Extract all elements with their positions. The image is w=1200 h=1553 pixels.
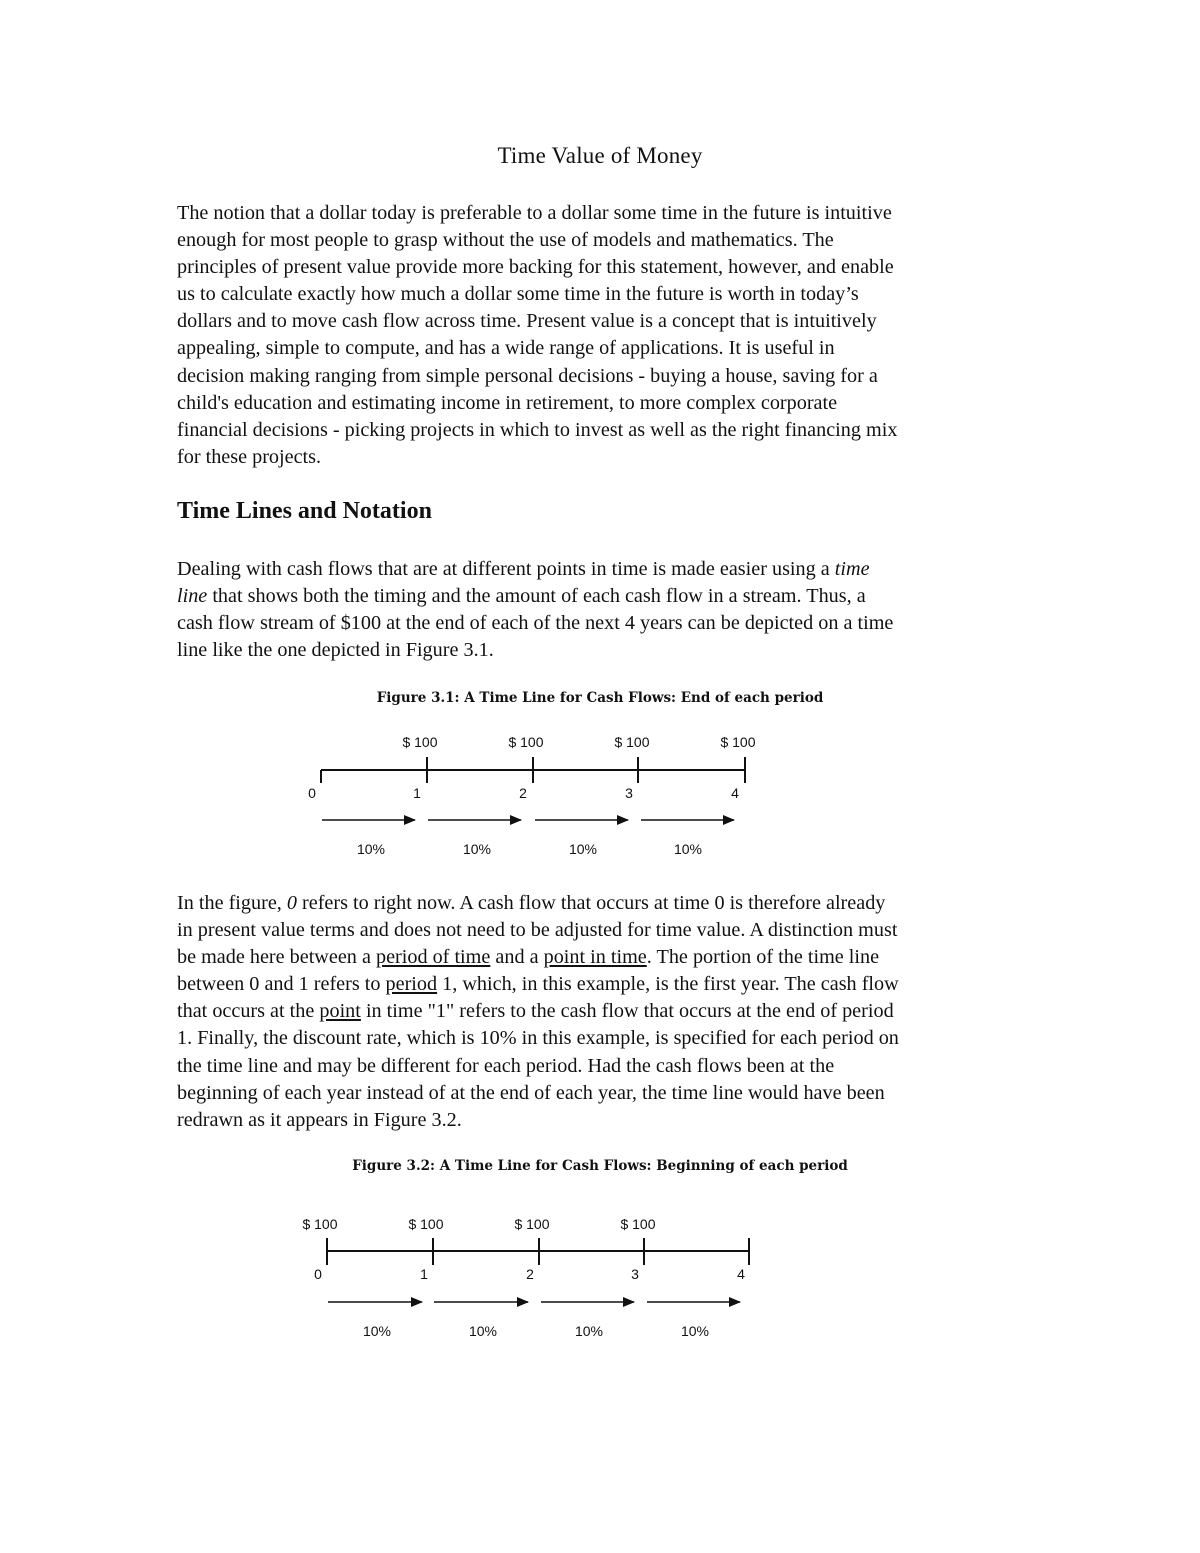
- paragraph-line: in present value terms and does not need to be adjusted for time value. A distinction must: [177, 919, 898, 942]
- intro-line: principles of present value provide more backing for this statement, however, and enable: [177, 256, 894, 279]
- time-point-label: 1: [420, 1266, 428, 1282]
- discount-rate-label: 10%: [468, 1323, 498, 1339]
- time-point-label: 3: [625, 785, 633, 801]
- intro-line: The notion that a dollar today is preferable to a dollar some time in the future is intuitive: [177, 202, 892, 224]
- paragraph-line: redrawn as it appears in Figure 3.2.: [177, 1108, 462, 1131]
- figure-3-2-timeline: [0, 1205, 1200, 1350]
- discount-rate-label: 10%: [680, 1323, 710, 1339]
- cash-flow-label: $ 100: [408, 1216, 444, 1232]
- intro-line: for these projects.: [177, 445, 322, 468]
- figure-3-1-timeline: [0, 725, 1200, 870]
- intro-line: child's education and estimating income in retirement, to more complex corporate: [177, 391, 838, 414]
- figure-3-2-caption: Figure 3.2: A Time Line for Cash Flows: Beginning of each period: [352, 1158, 848, 1174]
- timeline-axis: [321, 757, 745, 783]
- time-point-label: 4: [731, 785, 739, 801]
- paragraph-line: the time line and may be different for each period. Had the cash flows been at the: [177, 1054, 835, 1077]
- intro-line: enough for most people to grasp without the use of models and mathematics. The: [177, 229, 834, 252]
- paragraph-line: beginning of each year instead of at the end of each year, the time line would have been: [177, 1081, 885, 1104]
- intro-paragraph: [177, 200, 1037, 471]
- intro-line: appealing, simple to compute, and has a wide range of applications. It is useful in: [177, 337, 835, 360]
- cash-flow-label: $ 100: [620, 1216, 656, 1232]
- intro-line: dollars and to move cash flow across time. Present value is a concept that is intuitively: [177, 310, 877, 333]
- timeline-intro-paragraph: [177, 556, 1037, 664]
- intro-line: us to calculate exactly how much a dollar some time in the future is worth in today’s: [177, 283, 859, 306]
- paragraph-line: In the figure, 0 refers to right now. A cash flow that occurs at time 0 is therefore already: [177, 892, 886, 914]
- section-heading: Time Lines and Notation: [177, 498, 432, 524]
- discount-rate-label: 10%: [673, 841, 703, 857]
- time-point-label: 2: [526, 1266, 534, 1282]
- discount-rate-label: 10%: [356, 841, 386, 857]
- cash-flow-label: $ 100: [508, 734, 544, 750]
- explanation-paragraph: [177, 890, 1037, 1134]
- paragraph-line: 1. Finally, the discount rate, which is 10% in this example, is specified for each period on: [177, 1027, 899, 1050]
- intro-line: financial decisions - picking projects in which to invest as well as the right financing mix: [177, 418, 898, 441]
- intro-line: decision making ranging from simple personal decisions - buying a house, saving for a: [177, 364, 878, 387]
- cash-flow-label: $ 100: [514, 1216, 550, 1232]
- figure-3-1-caption: Figure 3.1: A Time Line for Cash Flows: End of each period: [376, 690, 824, 706]
- time-point-label: 1: [413, 785, 421, 801]
- paragraph-line: Dealing with cash flows that are at different points in time is made easier using a time: [177, 558, 870, 580]
- paragraph-line: between 0 and 1 refers to period 1, which, in this example, is the first year. The cash flow: [177, 973, 899, 996]
- time-point-label: 2: [519, 785, 527, 801]
- paragraph-line: line like the one depicted in Figure 3.1.: [177, 639, 494, 662]
- discount-rate-label: 10%: [568, 841, 598, 857]
- paragraph-line: be made here between a period of time and a point in time. The portion of the time line: [177, 946, 880, 969]
- time-point-label: 3: [631, 1266, 639, 1282]
- time-point-label: 0: [308, 785, 316, 801]
- cash-flow-label: $ 100: [302, 1216, 338, 1232]
- discount-rate-label: 10%: [574, 1323, 604, 1339]
- discount-rate-label: 10%: [462, 841, 492, 857]
- cash-flow-label: $ 100: [720, 734, 756, 750]
- cash-flow-label: $ 100: [614, 734, 650, 750]
- time-point-label: 0: [314, 1266, 322, 1282]
- discount-rate-label: 10%: [362, 1323, 392, 1339]
- paragraph-line: line that shows both the timing and the amount of each cash flow in a stream. Thus, a: [177, 585, 866, 608]
- paragraph-line: cash flow stream of $100 at the end of each of the next 4 years can be depicted on a time: [177, 612, 894, 635]
- page-title: Time Value of Money: [497, 143, 703, 168]
- cash-flow-label: $ 100: [402, 734, 438, 750]
- timeline-axis: [327, 1238, 749, 1265]
- paragraph-line: that occurs at the point in time "1" refers to the cash flow that occurs at the end of period: [177, 1000, 894, 1023]
- time-point-label: 4: [737, 1266, 745, 1282]
